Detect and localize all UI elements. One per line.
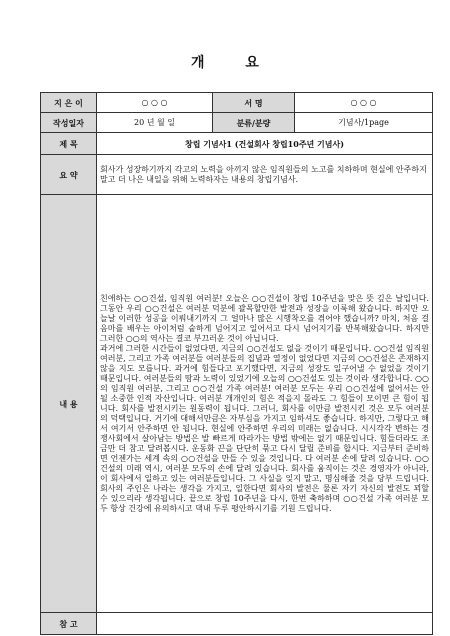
date-label: 작성일자 <box>41 113 97 133</box>
writer-row <box>41 93 433 113</box>
summary-value: 회사가 성장하기까지 각고의 노력을 아끼지 않은 임직원들의 노고를 치하하며 현실에 안주하지 말고 더 나은 내일을 위해 노력하자는 내용의 창립기념사. <box>97 155 433 195</box>
writer-label: 지 은 이 <box>41 93 97 113</box>
note-value <box>97 613 433 635</box>
subject-label: 제 목 <box>41 133 97 155</box>
date-row <box>41 113 433 133</box>
signature-value: ○ ○ ○ <box>295 93 433 113</box>
content-label: 내 용 <box>41 195 97 613</box>
summary-label: 요 약 <box>41 155 97 195</box>
content-row <box>41 195 433 613</box>
subject-value: 창립 기념사1 (건설회사 창립10주년 기념사) <box>97 133 433 155</box>
content-body <box>97 195 433 613</box>
note-row <box>41 613 433 635</box>
note-label: 참 고 <box>41 613 97 635</box>
summary-row <box>41 155 433 195</box>
category-label: 분류/분량 <box>213 113 295 133</box>
content-paragraph: 과거에 그러한 시간들이 없었다면, 지금의 ○○건설도 없을 것이기 때문입니다. ○○건설 임직원 여러분, 그리고 가족 여러분들 여러분들의 집념과 열정이 없었다면 지금의 ○○건설은 존재하지 않을 지도 모릅니다. 과거에 힘들다고 포기했다면, 지금의 성장도 일구어낼 수 없었을 것이기 때문입니다. 여러분들의 땀과 노력이 있었기에 오늘의 ○○건설도 있는 것이라 생각합니다. ○○의 임직원 여러분, 그리고 ○○건설 가족 여러분! 여러분 모두는 우리 ○○건설에 없어서는 안 될 소중한 인적 자산입니다. 여러분 개개인의 힘은 적을지 몰라도 그 힘들이 모이면 큰 힘이 됩니다. 회사를 발전시키는 원동력이 됩니다. 그러니, 회사를 이만큼 발전시킨 것은 모두 여러분의 덕택입니다. 거기에 대해서만큼은 자부심을 가지고 임하셔도 좋습니다. 하지만, 그렇다고 해서 여기서 안주하면 안 됩니다. 현실에 안주하면 우리의 미래는 없습니다. 시시각각 변하는 경쟁사회에서 살아남는 방법은 발 빠르게 따라가는 방법 밖에는 없기 때문입니다. 힘들더라도 조금만 더 참고 달려봅시다. 운동화 끈을 단단히 묶고 다시 달릴 준비를 합시다. 지금부터 준비하면 언젠가는 세계 속의 ○○건설을 만들 수 있을 것입니다. 다 여러분 손에 달려 있습니다. ○○건설의 미래 역시, 여러분 모두의 손에 달려 있습니다. 회사를 움직이는 것은 경영자가 아니라, 이 회사에서 일하고 있는 여러분들입니다. 그 사실을 잊지 말고, 명심해줄 것을 당부 드립니다. 회사의 주인은 나라는 생각을 가지고, 일한다면 회사의 발전은 물론 자기 자신의 발전도 꾀할 수 있으리라 생각됩니다. 끝으로 창립 10주년을 다시, 한번 축하하며 ○○건설 가족 여러분 모두 항상 건강에 유의하시고 댁내 두루 평안하시기를 기원 드립니다. <box>100 343 429 513</box>
signature-label: 서 명 <box>213 93 295 113</box>
subject-row <box>41 133 433 155</box>
summary-form-table <box>40 92 433 635</box>
content-paragraph: 친애하는 ○○건설, 임직원 여러분! 오늘은 ○○건설이 창립 10주년을 맞은 뜻 깊은 날입니다. 그동안 우리 ○○건설은 여러분 덕분에 괄목할만한 발전과 성장을 이룩해 왔습니다. 하지만 오늘날 이러한 성공을 이뤄내기까지 그 얼마나 많은 시행착오를 겪어야 했습니까? 마치, 처음 걸음마를 배우는 아이처럼 숱하게 넘어지고 일어서고 다시 넘어지기를 반복해왔습니다. 하지만 그러한 ○○의 역사는 결코 부끄러운 것이 아닙니다. <box>100 293 429 343</box>
document-title: 개 요 <box>191 55 277 71</box>
category-value: 기념사/1page <box>295 113 433 133</box>
writer-value: ○ ○ ○ <box>97 93 213 113</box>
date-value: 20 년 월 일 <box>97 113 213 133</box>
